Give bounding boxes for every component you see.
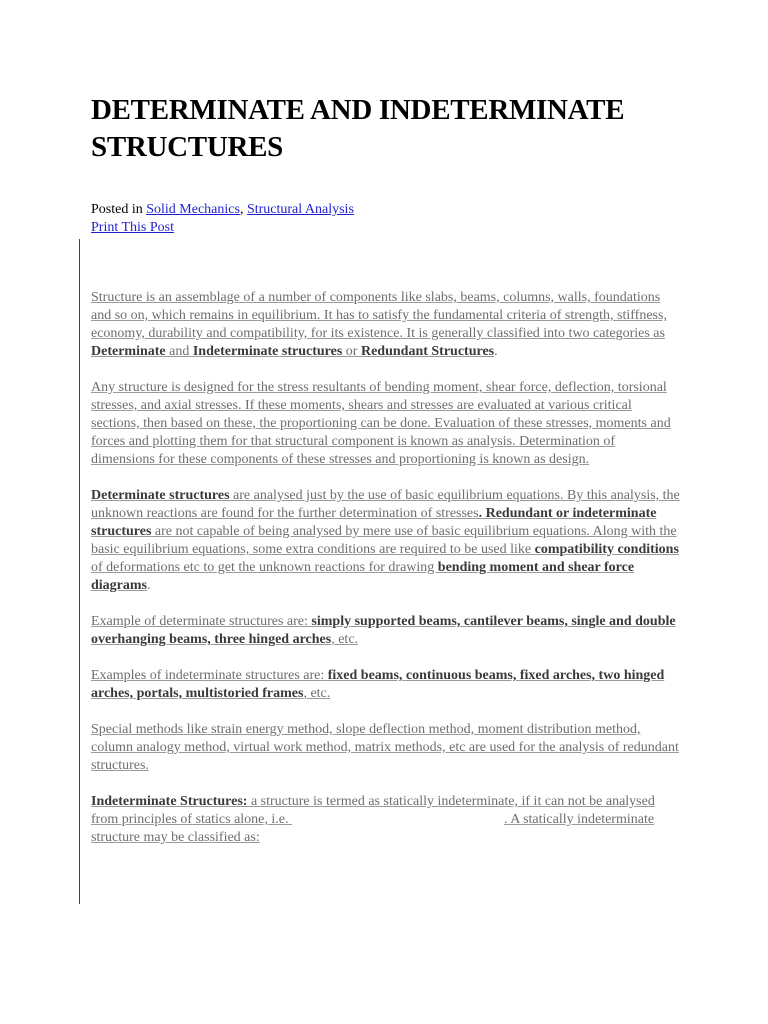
text: Structure is an assemblage of a number of components like slabs, beams, columns, walls, foundations and so on, which remains in equilibrium. It has to satisfy the fundamental criteria of strength, stiffness, economy, durability and compatibility, for its existence. It is generally classified into two categories as: [91, 290, 667, 341]
bold-text: Determinate structures: [91, 488, 230, 503]
article-body: [91, 289, 681, 865]
text: and: [165, 344, 193, 359]
text: Any structure is designed for the stress resultants of bending moment, shear force, deflection, torsional stresses, and axial stresses. If these moments, shears and stresses are evaluated at various critical sections, then based on these, the proportioning can be done. Evaluation of these stresses, moments and forces and plotting them for that structural component is known as analysis. Determination of dimensions for these components of these stresses and proportioning is known as design.: [91, 380, 671, 467]
post-meta: [91, 201, 354, 219]
text: .: [494, 344, 498, 359]
bold-text: Redundant Structures: [360, 344, 495, 359]
bold-text: simply supported beams, cantilever beams, single and double overhanging beams, three hinged arches: [91, 614, 676, 647]
left-margin-rule: [79, 239, 80, 904]
bold-text: . Redundant or indeterminate structures: [91, 506, 657, 539]
paragraph-special-methods: [91, 721, 681, 775]
text: Examples of indeterminate structures are:: [91, 668, 328, 683]
paragraph-examples-determinate: [91, 613, 681, 649]
text: , etc.: [303, 686, 331, 701]
paragraph-determinate: [91, 487, 681, 595]
text: a structure is termed as statically indeterminate, if it can not be analysed from principles of statics alone, i.e.: [91, 794, 655, 827]
category-separator: ,: [239, 202, 247, 217]
posted-in-label: Posted in: [91, 202, 147, 217]
paragraph-intro: [91, 289, 681, 361]
text: of deformations etc to get the unknown reactions for drawing: [91, 560, 438, 575]
text: are not capable of being analysed by mere use of basic equilibrium equations. Along with the basic equilibrium equations, some extra conditions are required to be used like: [91, 524, 677, 557]
bold-text: fixed beams, continuous beams, fixed arches, two hinged arches, portals, multistoried frames: [91, 668, 665, 701]
text: , etc.: [331, 632, 359, 647]
text: Example of determinate structures are:: [91, 614, 312, 629]
text: . A statically indeterminate structure may be classified as:: [91, 812, 655, 845]
bold-text: compatibility conditions: [534, 542, 679, 557]
text: are analysed just by the use of basic equilibrium equations. By this analysis, the unknown reactions are found for the further determination of stresses: [91, 488, 680, 521]
page-title: DETERMINATE AND INDETERMINATE STRUCTURES: [91, 94, 625, 163]
bold-text: Indeterminate Structures:: [91, 794, 248, 809]
print-row: [91, 219, 174, 237]
bold-text: bending moment and shear force diagrams: [91, 560, 635, 593]
category-link-structural-analysis[interactable]: Structural Analysis: [246, 202, 354, 217]
text: .: [147, 578, 151, 593]
text: or: [342, 344, 361, 359]
print-post-link[interactable]: Print This Post: [91, 220, 174, 235]
text: Special methods like strain energy method, slope deflection method, moment distribution method, column analogy method, virtual work method, matrix methods, etc are used for the analysis of redundant structures.: [91, 722, 679, 773]
category-link-solid-mechanics[interactable]: Solid Mechanics: [146, 202, 240, 217]
paragraph-design: [91, 379, 681, 469]
bold-text: Determinate: [91, 344, 166, 359]
paragraph-indeterminate-definition: [91, 793, 681, 847]
paragraph-examples-indeterminate: [91, 667, 681, 703]
bold-text: Indeterminate structures: [192, 344, 343, 359]
